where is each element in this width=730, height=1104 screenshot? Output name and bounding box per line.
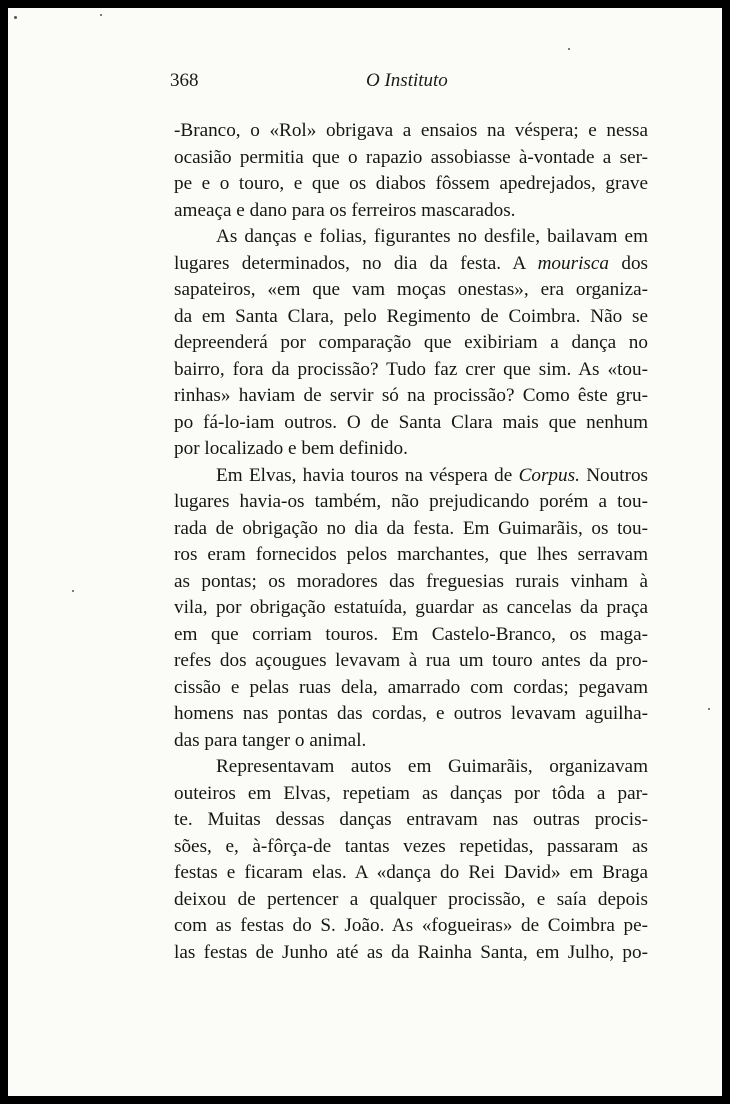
- text-segment: Em Elvas, havia touros na véspera de: [216, 464, 513, 486]
- text-line: As danças e folias, figurantes no desfile, bailavam em: [216, 226, 648, 247]
- text-line: depreenderá por comparação que exibiriam a dança no: [174, 332, 648, 353]
- page-header: [8, 70, 722, 98]
- text-segment: lugares determinados, no dia da festa. A: [174, 252, 526, 274]
- text-line: sões, e, à-fôrça-de tantas vezes repetidas, passaram as: [174, 835, 648, 857]
- text-line: te. Muitas dessas danças entravam nas outras procis-: [174, 809, 648, 830]
- italic-term: Corpus.: [518, 464, 580, 486]
- text-segment: Noutros: [586, 464, 649, 486]
- italic-term: mourisca: [537, 252, 609, 274]
- text-segment: dos: [621, 252, 648, 274]
- text-line: ameaça e dano para os ferreiros mascarados.: [174, 199, 516, 221]
- text-line: deixou de pertencer a qualquer procissão, e saía depois: [174, 888, 648, 910]
- text-line: las festas de Junho até as da Rainha Santa, em Julho, po-: [174, 941, 648, 963]
- text-line: po fá-lo-iam outros. O de Santa Clara mais que nenhum: [174, 411, 648, 433]
- book-page: [8, 8, 722, 1096]
- text-line: ocasião permitia que o rapazio assobiasse à-vontade a ser-: [174, 146, 648, 168]
- text-line: pe e o touro, e que os diabos fôssem apedrejados, grave: [174, 173, 648, 194]
- print-speck: [100, 14, 102, 16]
- text-line: ros eram fornecidos pelos marchantes, que lhes serravam: [174, 544, 648, 565]
- text-line: bairro, fora da procissão? Tudo faz crer que sim. As «tou-: [174, 358, 648, 380]
- running-head: O Instituto: [366, 70, 448, 91]
- body-text: [174, 118, 648, 966]
- print-speck: [72, 590, 74, 592]
- text-line: rada de obrigação no dia da festa. Em Guimarãis, os tou-: [174, 517, 648, 539]
- text-line: em que corriam touros. Em Castelo-Branco, os maga-: [174, 623, 648, 645]
- text-line: cissão e pelas ruas dela, amarrado com cordas; pegavam: [174, 676, 648, 698]
- text-line: [174, 463, 648, 490]
- text-line: lugares havia-os também, não prejudicando porém a tou-: [174, 491, 648, 512]
- text-line: com as festas do S. João. As «fogueiras» de Coimbra pe-: [174, 915, 648, 936]
- text-line: refes dos açougues levavam à rua um touro antes da pro-: [174, 650, 648, 671]
- text-line: da em Santa Clara, pelo Regimento de Coimbra. Não se: [174, 305, 648, 327]
- text-line: [174, 251, 648, 278]
- text-line: das para tanger o animal.: [174, 729, 367, 751]
- print-speck: [14, 16, 17, 19]
- text-line: vila, por obrigação estatuída, guardar as cancelas da praça: [174, 597, 648, 618]
- text-line: sapateiros, «em que vam moças onestas», era organiza-: [174, 279, 648, 300]
- text-line: outeiros em Elvas, repetiam as danças por tôda a par-: [174, 782, 648, 804]
- text-line: rinhas» haviam de servir só na procissão? Como êste gru-: [174, 385, 648, 406]
- print-speck: [708, 708, 710, 710]
- text-line: as pontas; os moradores das freguesias rurais vinham à: [174, 570, 648, 592]
- text-line: por localizado e bem definido.: [174, 438, 408, 459]
- text-line: -Branco, o «Rol» obrigava a ensaios na véspera; e nessa: [174, 120, 648, 141]
- text-line: Representavam autos em Guimarãis, organizavam: [216, 756, 648, 777]
- print-speck: [568, 48, 570, 50]
- text-line: homens nas pontas das cordas, e outros levavam aguilha-: [174, 703, 648, 724]
- page-number: 368: [170, 70, 199, 91]
- text-line: festas e ficaram elas. A «dança do Rei David» em Braga: [174, 862, 648, 883]
